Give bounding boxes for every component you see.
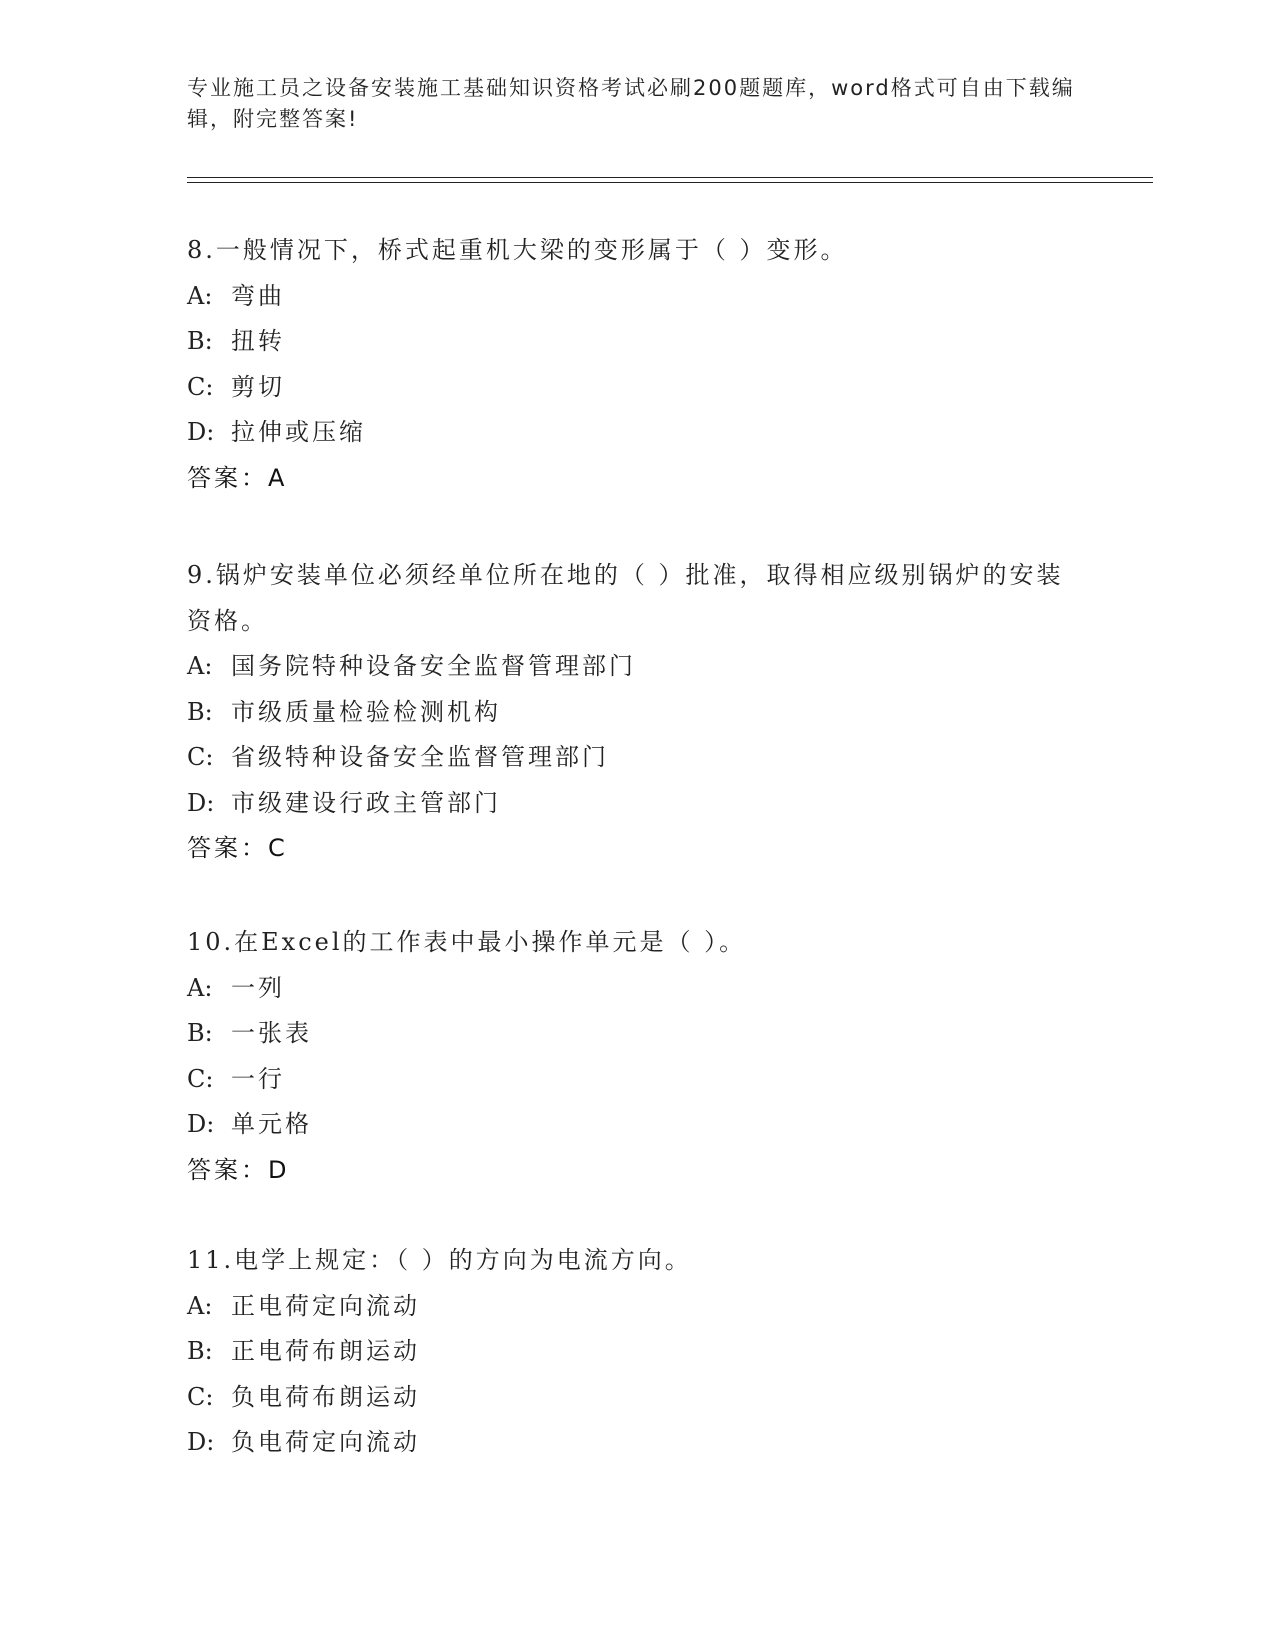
question-stem: 9.锅炉安装单位必须经单位所在地的（ ）批准，取得相应级别锅炉的安装资格。 [187, 561, 1064, 635]
option-text: 正电荷定向流动 [231, 1291, 420, 1320]
option-text: 弯曲 [231, 281, 285, 310]
option-a [187, 966, 1087, 1012]
answer-value: C [268, 834, 287, 862]
option-letter: A: [187, 1291, 213, 1320]
option-b [187, 319, 1087, 365]
header-rule-bottom [187, 182, 1153, 183]
option-letter: D: [187, 788, 215, 817]
option-b [187, 690, 1087, 736]
option-c [187, 1375, 1087, 1421]
option-letter: C: [187, 1382, 214, 1411]
option-text: 国务院特种设备安全监督管理部门 [231, 652, 636, 680]
option-b [187, 1011, 1087, 1057]
option-text: 扭转 [231, 327, 285, 355]
option-letter: A: [187, 973, 213, 1002]
option-letter: B: [187, 697, 213, 726]
question-stem: 8.一般情况下，桥式起重机大梁的变形属于（ ）变形。 [187, 236, 848, 264]
option-letter: D: [187, 1110, 215, 1138]
option-letter: D: [187, 418, 215, 446]
option-letter: C: [187, 1064, 214, 1093]
option-a [187, 1284, 1087, 1330]
answer-label: 答案： [187, 463, 268, 492]
option-text: 省级特种设备安全监督管理部门 [231, 743, 609, 771]
option-letter: A: [187, 652, 213, 680]
question-stem: 11.电学上规定：（ ）的方向为电流方向。 [187, 1246, 692, 1274]
option-d [187, 781, 1087, 827]
option-letter: D: [187, 1428, 215, 1456]
option-text: 一张表 [231, 1019, 312, 1047]
option-c [187, 365, 1087, 411]
option-a [187, 274, 1087, 320]
answer-label: 答案： [187, 834, 268, 862]
option-a [187, 644, 1087, 690]
option-text: 单元格 [231, 1110, 312, 1138]
option-text: 正电荷布朗运动 [231, 1337, 420, 1365]
option-c [187, 735, 1087, 781]
option-letter: B: [187, 1337, 213, 1365]
option-letter: C: [187, 372, 214, 401]
document-header: 专业施工员之设备安装施工基础知识资格考试必刷200题题库，word格式可自由下载编辑，附完整答案! [187, 76, 1075, 131]
option-text: 负电荷布朗运动 [231, 1382, 420, 1411]
option-text: 一列 [231, 973, 285, 1002]
question-8 [187, 228, 1087, 501]
option-text: 负电荷定向流动 [231, 1428, 420, 1456]
option-letter: C: [187, 743, 214, 771]
option-letter: B: [187, 1019, 213, 1047]
answer-line [187, 826, 1087, 872]
option-d [187, 1420, 1087, 1466]
option-text: 市级建设行政主管部门 [231, 788, 501, 817]
question-stem: 10.在Excel的工作表中最小操作单元是（ ）。 [187, 928, 747, 956]
option-b [187, 1329, 1087, 1375]
answer-line [187, 456, 1087, 502]
header-rule-top [187, 177, 1153, 178]
option-d [187, 1102, 1087, 1148]
option-text: 拉伸或压缩 [231, 418, 366, 446]
option-text: 市级质量检验检测机构 [231, 697, 501, 726]
option-letter: B: [187, 327, 213, 355]
answer-line [187, 1148, 1087, 1194]
answer-value: D [268, 1155, 289, 1184]
option-text: 剪切 [231, 372, 285, 401]
option-letter: A: [187, 281, 213, 310]
option-c [187, 1057, 1087, 1103]
question-10 [187, 920, 1087, 1193]
option-text: 一行 [231, 1064, 285, 1093]
question-11 [187, 1238, 1087, 1466]
answer-value: A [268, 463, 287, 492]
question-9 [187, 553, 1087, 872]
option-d [187, 410, 1087, 456]
answer-label: 答案： [187, 1155, 268, 1184]
